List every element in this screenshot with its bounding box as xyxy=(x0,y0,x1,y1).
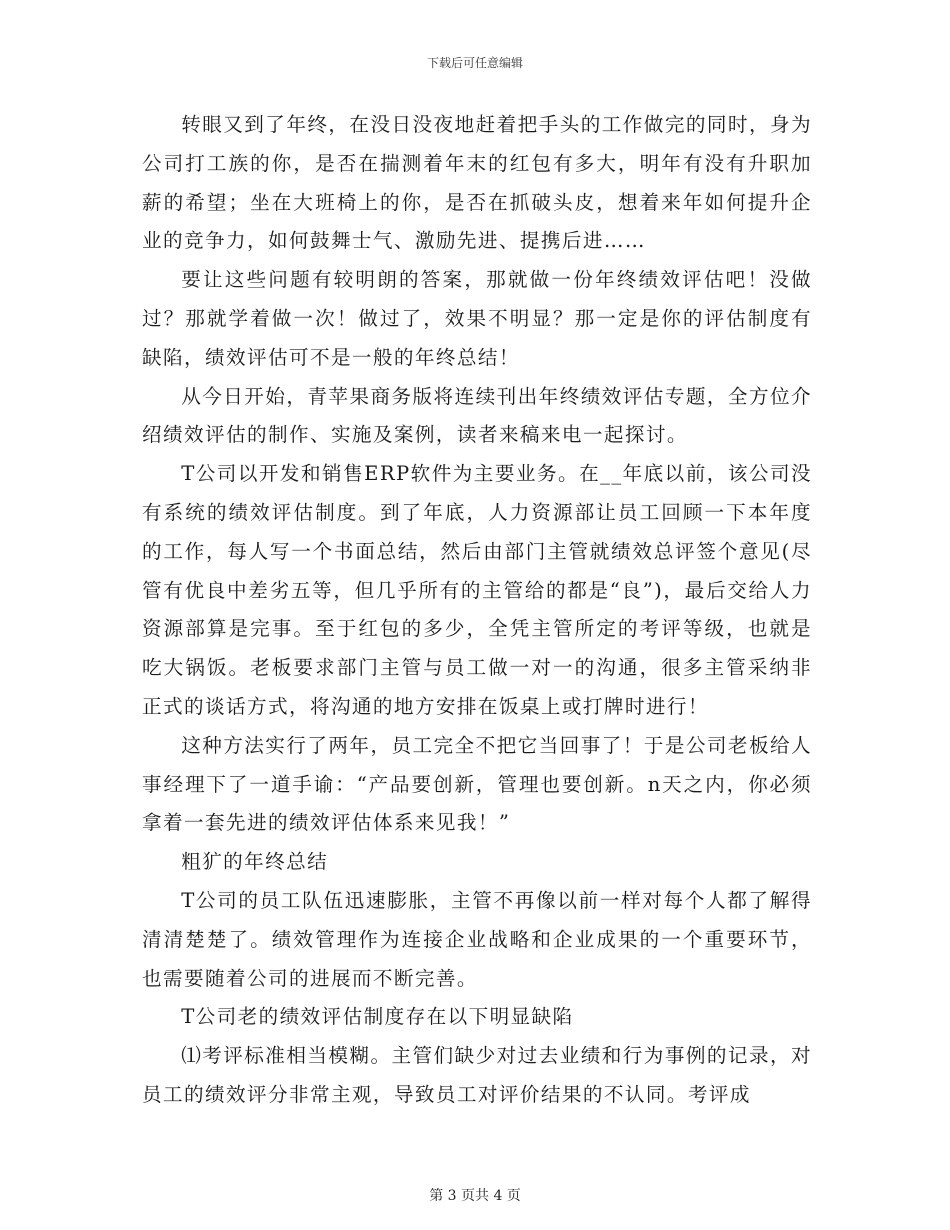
paragraph: T公司以开发和销售ERP软件为主要业务。在__年底以前，该公司没有系统的绩效评估制度。到了年底，人力资源部让员工回顾一下本年度的工作，每人写一个书面总结，然后由部门主管就绩效总评签个意见(尽管有优良中差劣五等，但几乎所有的主管给的都是“良”)，最后交给人力资源部算是完事。至于红包的多少，全凭主管所定的考评等级，也就是吃大锅饭。老板要求部门主管与员工做一对一的沟通，很多主管采纳非正式的谈话方式，将沟通的地方安排在饭桌上或打牌时进行！ xyxy=(142,462,812,718)
paragraph: 转眼又到了年终，在没日没夜地赶着把手头的工作做完的同时，身为公司打工族的你，是否在揣测着年末的红包有多大，明年有没有升职加薪的希望；坐在大班椅上的你，是否在抓破头皮，想着来年如何提升企业的竞争力，如何鼓舞士气、激励先进、提携后进…… xyxy=(142,113,812,253)
document-body xyxy=(142,106,812,1115)
paragraph: 从今日开始，青苹果商务版将连续刊出年终绩效评估专题，全方位介绍绩效评估的制作、实施及案例，读者来稿来电一起探讨。 xyxy=(142,384,812,447)
paragraph: 要让这些问题有较明朗的答案，那就做一份年终绩效评估吧！没做过？那就学着做一次！做过了，效果不明显？那一定是你的评估制度有缺陷，绩效评估可不是一般的年终总结！ xyxy=(142,268,812,369)
paragraph: T公司老的绩效评估制度存在以下明显缺陷 xyxy=(181,1005,574,1029)
page-header: 下载后可任意编辑 xyxy=(426,56,523,70)
page-number: 第 3 页共 4 页 xyxy=(429,1188,521,1204)
section-heading: 粗犷的年终总结 xyxy=(181,850,329,874)
paragraph: 这种方法实行了两年，员工完全不把它当回事了！于是公司老板给人事经理下了一道手谕：“产品要创新，管理也要创新。n天之内，你必须拿着一套先进的绩效评估体系来见我！” xyxy=(142,733,812,835)
paragraph: ⑴考评标准相当模糊。主管们缺少对过去业绩和行为事例的记录，对员工的绩效评分非常主观，导致员工对评价结果的不认同。考评成 xyxy=(142,1044,812,1106)
paragraph: T公司的员工队伍迅速膨胀，主管不再像以前一样对每个人都了解得清清楚楚了。绩效管理作为连接企业战略和企业成果的一个重要环节，也需要随着公司的进展而不断完善。 xyxy=(142,888,812,990)
